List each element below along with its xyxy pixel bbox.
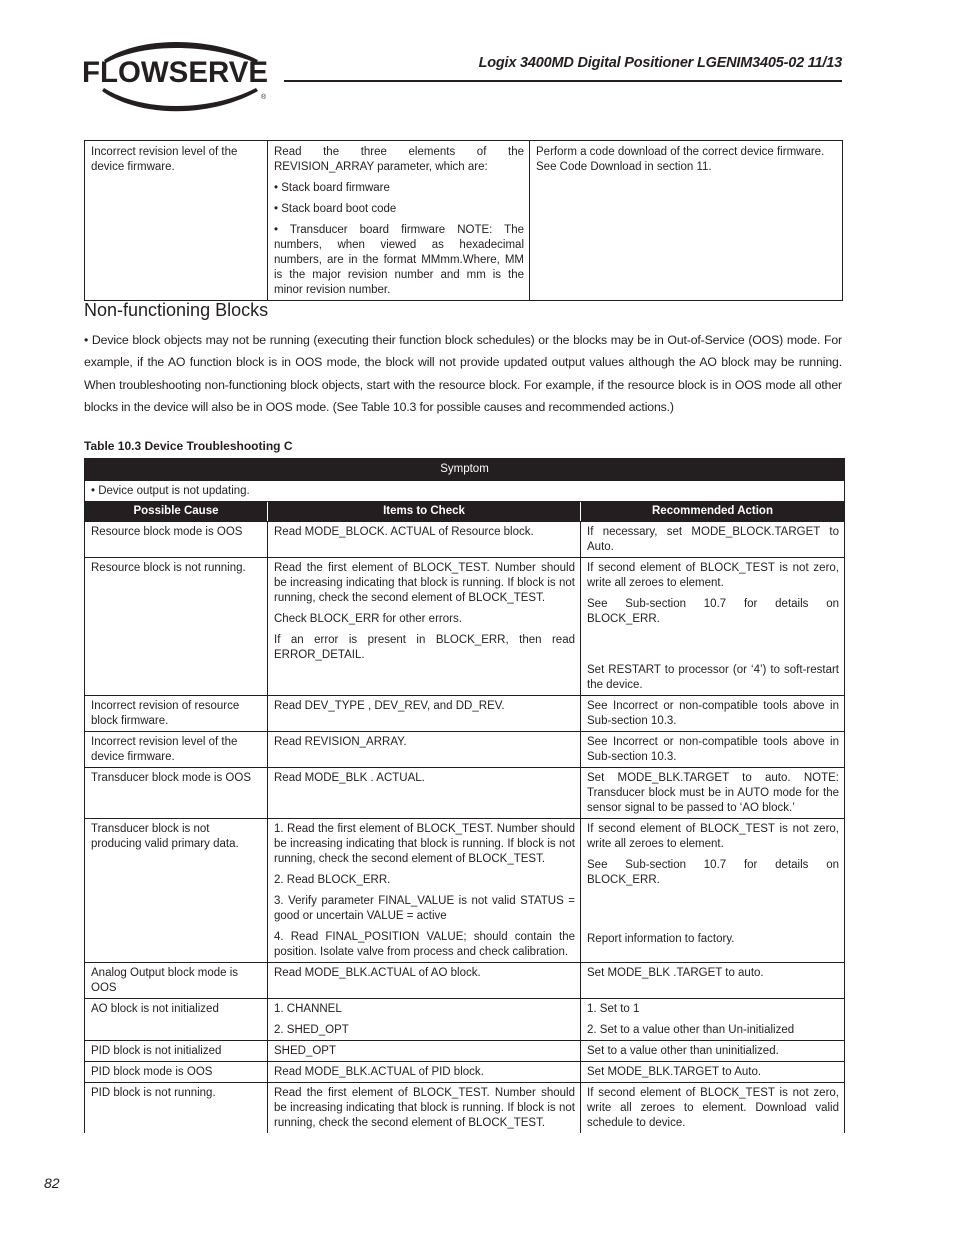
document-title: Logix 3400MD Digital Positioner LGENIM3405-02 11/13	[478, 55, 842, 71]
action-cell: Set to a value other than uninitialized.	[581, 1041, 845, 1062]
table-row	[85, 732, 845, 768]
check-cell: Read REVISION_ARRAY.	[268, 732, 581, 768]
table-row	[85, 999, 845, 1041]
symptom-text: • Device output is not updating.	[85, 481, 845, 502]
cause-cell: PID block is not initialized	[85, 1041, 268, 1062]
cause-cell: Transducer block is not producing valid primary data.	[85, 819, 268, 963]
table-row	[85, 1041, 845, 1062]
action-cell: Set MODE_BLK.TARGET to auto. NOTE: Transducer block must be in AUTO mode for the sensor signal to be passed to ‘AO block.’	[581, 768, 845, 819]
cause-cell: PID block is not running.	[85, 1083, 268, 1134]
action-cell: If necessary, set MODE_BLOCK.TARGET to Auto.	[581, 522, 845, 558]
svg-text:FLOWSERVE: FLOWSERVE	[82, 56, 268, 89]
action-cell: Set MODE_BLK .TARGET to auto.	[581, 963, 845, 999]
action-cell: See Incorrect or non-compatible tools above in Sub-section 10.3.	[581, 696, 845, 732]
table-row	[85, 819, 845, 963]
cause-cell: AO block is not initialized	[85, 999, 268, 1041]
page-header	[0, 0, 954, 120]
table-row	[85, 522, 845, 558]
svg-text:®: ®	[261, 94, 267, 101]
cause-cell: Analog Output block mode is OOS	[85, 963, 268, 999]
action-cell: Perform a code download of the correct device firmware. See Code Download in section 11.	[530, 141, 843, 301]
table-row	[85, 1083, 845, 1134]
column-header-cause: Possible Cause	[85, 502, 268, 522]
action-cell: See Incorrect or non-compatible tools above in Sub-section 10.3.	[581, 732, 845, 768]
check-cell: Read MODE_BLK . ACTUAL.	[268, 768, 581, 819]
cause-cell: Incorrect revision of resource block firmware.	[85, 696, 268, 732]
header-rule	[284, 80, 842, 82]
cause-cell: PID block mode is OOS	[85, 1062, 268, 1083]
table-row	[85, 1062, 845, 1083]
action-cell: If second element of BLOCK_TEST is not zero, write all zeroes to element. Download valid schedule to device.	[581, 1083, 845, 1134]
column-header-row	[85, 502, 845, 522]
symptom-header-row	[85, 459, 845, 481]
check-cell: SHED_OPT	[268, 1041, 581, 1062]
check-cell: Read the first element of BLOCK_TEST. Number should be increasing indicating that block is running. If block is not running, check the second element of BLOCK_TEST.	[268, 1083, 581, 1134]
cause-cell: Resource block is not running.	[85, 558, 268, 696]
action-cell: 1. Set to 1 2. Set to a value other than Un-initialized	[581, 999, 845, 1041]
check-cell: Read the three elements of the REVISION_ARRAY parameter, which are: • Stack board firmware • Stack board boot code • Transducer board firmware NOTE: The numbers, when viewed as hexadecimal numbers, are in the format MMmm.Where, MM is the major revision number and mm is the minor revision number.	[268, 141, 530, 301]
table-row	[85, 696, 845, 732]
flowserve-logo	[80, 38, 280, 118]
symptom-row	[85, 481, 845, 502]
section-paragraph: • Device block objects may not be running (executing their function block schedules) or the blocks may be in Out-of-Service (OOS) mode. For example, if the AO function block is in OOS mode, the block will not provide updated output values although the AO block may be running. When troubleshooting non-functioning block objects, start with the resource block. For example, if the resource block is in OOS mode all other blocks in the device will also be in OOS mode. (See Table 10.3 for possible causes and recommended actions.)	[84, 333, 842, 414]
check-cell: Read the first element of BLOCK_TEST. Number should be increasing indicating that block is running. If block is not running, check the second element of BLOCK_TEST. Check BLOCK_ERR for other errors. If an error is present in BLOCK_ERR, then read ERROR_DETAIL.	[268, 558, 581, 696]
action-cell: If second element of BLOCK_TEST is not zero, write all zeroes to element. See Sub-section 10.7 for details on BLOCK_ERR. Report information to factory.	[581, 819, 845, 963]
column-header-check: Items to Check	[268, 502, 581, 522]
column-header-action: Recommended Action	[581, 502, 845, 522]
continued-troubleshooting-table	[84, 140, 843, 301]
cause-cell: Incorrect revision level of the device firmware.	[85, 141, 268, 301]
page-number: 82	[44, 1175, 60, 1191]
table-row	[85, 963, 845, 999]
table-row	[85, 141, 843, 301]
check-cell: Read MODE_BLK.ACTUAL of PID block.	[268, 1062, 581, 1083]
check-cell: Read MODE_BLK.ACTUAL of AO block.	[268, 963, 581, 999]
table-caption: Table 10.3 Device Troubleshooting C	[84, 439, 293, 453]
cause-cell: Transducer block mode is OOS	[85, 768, 268, 819]
table-row	[85, 558, 845, 696]
check-cell: 1. Read the first element of BLOCK_TEST. Number should be increasing indicating that block is running. If block is not running, check the second element of BLOCK_TEST. 2. Read BLOCK_ERR. 3. Verify parameter FINAL_VALUE is not valid STATUS = good or uncertain VALUE = active 4. Read FINAL_POSITION VALUE; should contain the position. Isolate valve from process and check calibration.	[268, 819, 581, 963]
device-troubleshooting-table	[84, 458, 845, 1133]
action-cell: If second element of BLOCK_TEST is not zero, write all zeroes to element. See Sub-section 10.7 for details on BLOCK_ERR. Set RESTART to processor (or ‘4’) to soft-restart the device.	[581, 558, 845, 696]
check-cell: Read DEV_TYPE , DEV_REV, and DD_REV.	[268, 696, 581, 732]
check-cell: Read MODE_BLOCK. ACTUAL of Resource block.	[268, 522, 581, 558]
cause-cell: Resource block mode is OOS	[85, 522, 268, 558]
section-heading: Non-functioning Blocks	[84, 300, 269, 320]
action-cell: Set MODE_BLK.TARGET to Auto.	[581, 1062, 845, 1083]
cause-cell: Incorrect revision level of the device firmware.	[85, 732, 268, 768]
symptom-header: Symptom	[85, 459, 845, 481]
check-cell: 1. CHANNEL 2. SHED_OPT	[268, 999, 581, 1041]
table-row	[85, 768, 845, 819]
